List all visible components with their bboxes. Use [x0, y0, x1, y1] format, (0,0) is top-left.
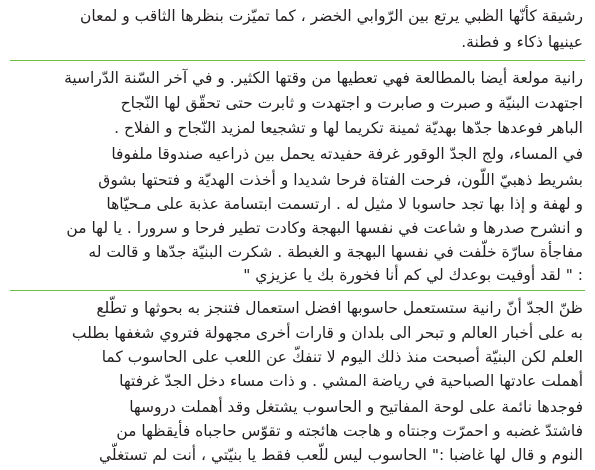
text-line: : " لقد أوفيت بوعدك لي كم أنا فخورة بك يا عزيزي ": [243, 266, 583, 284]
text-line: فوجدها نائمة على لوحة المفاتيح و الحاسوب يشتغل وقد أهملت دروسها: [129, 398, 583, 416]
text-line: رانية مولعة أيضا بالمطالعة فهي تعطيها من وقتها الكثير. و في آخر السّنة الدّراسية: [64, 69, 583, 87]
paragraph-divider: [10, 60, 585, 61]
text-line: به على أخبار العالم و تبحر الى بلدان و قارات أخرى مجهولة فتروي شغفها بطلب: [71, 324, 583, 342]
text-line: و انشرح صدرها و شاعت في نفسها البهجة وكادت تطير فرحا و سرورا . يا لها من: [66, 219, 583, 237]
text-line: ظنّ الجدّ أنّ رانية ستستعمل حاسوبها افضل استعمال فتنجز به بحوثها و تطّلع: [96, 299, 583, 317]
text-line: رشيقة كأنّها الظبي يرتع بين الرّوابي الخضر ، كما تميّزت بنظرها الثاقب و لمعان: [80, 7, 583, 25]
text-line: بشريط ذهبيّ اللّون، فرحت الفتاة فرحا شديدا و أخذت الهديّة و فتحتها بشوق: [98, 171, 583, 189]
text-line: مفاجأة سارّة خلّفت في نفسها البهجة و الغبطة . شكرت البنيّة جدّها و قالت له: [88, 243, 583, 261]
text-line: النوم و قال لها غاضبا :" الحاسوب ليس للّعب فقط يا بنيّتي ، أنت لم تستغلّي: [99, 446, 583, 464]
text-line: و لهفة و إذا بها تجد حاسوبا لا مثيل له . ارتسمت ابتسامة عذبة على مـحيّاها: [106, 195, 583, 213]
text-line: عينيها ذكاء و فطنة.: [461, 33, 583, 51]
text-line: اجتهدت البنيّة و صبرت و صابرت و اجتهدت و ثابرت حتى تحقّق لها النّجاح: [120, 94, 583, 112]
text-line: الباهر فوعدها جدّها بهديّة ثمينة تكريما لها و تشجيعا لمزيد النّجاح و الفلاح .: [114, 119, 583, 137]
text-line: في المساء، ولج الجدّ الوقور غرفة حفيدته يحمل بين ذراعيه صندوقا ملفوفا: [111, 145, 583, 163]
paragraph-divider: [10, 290, 585, 291]
text-line: فاشتدّ غضبه و احمرّت وجنتاه و هاجت هائجته و تقوّس حاجباه فأيقظها من: [116, 422, 583, 440]
text-line: العلم لكن البنيّة أصبحت منذ ذلك اليوم لا تنفكّ عن اللعب على الحاسوب كما: [101, 348, 583, 366]
text-line: أهملت عادتها الصباحية في رياضة المشي . و ذات مساء دخل الجدّ غرفتها: [119, 372, 583, 390]
